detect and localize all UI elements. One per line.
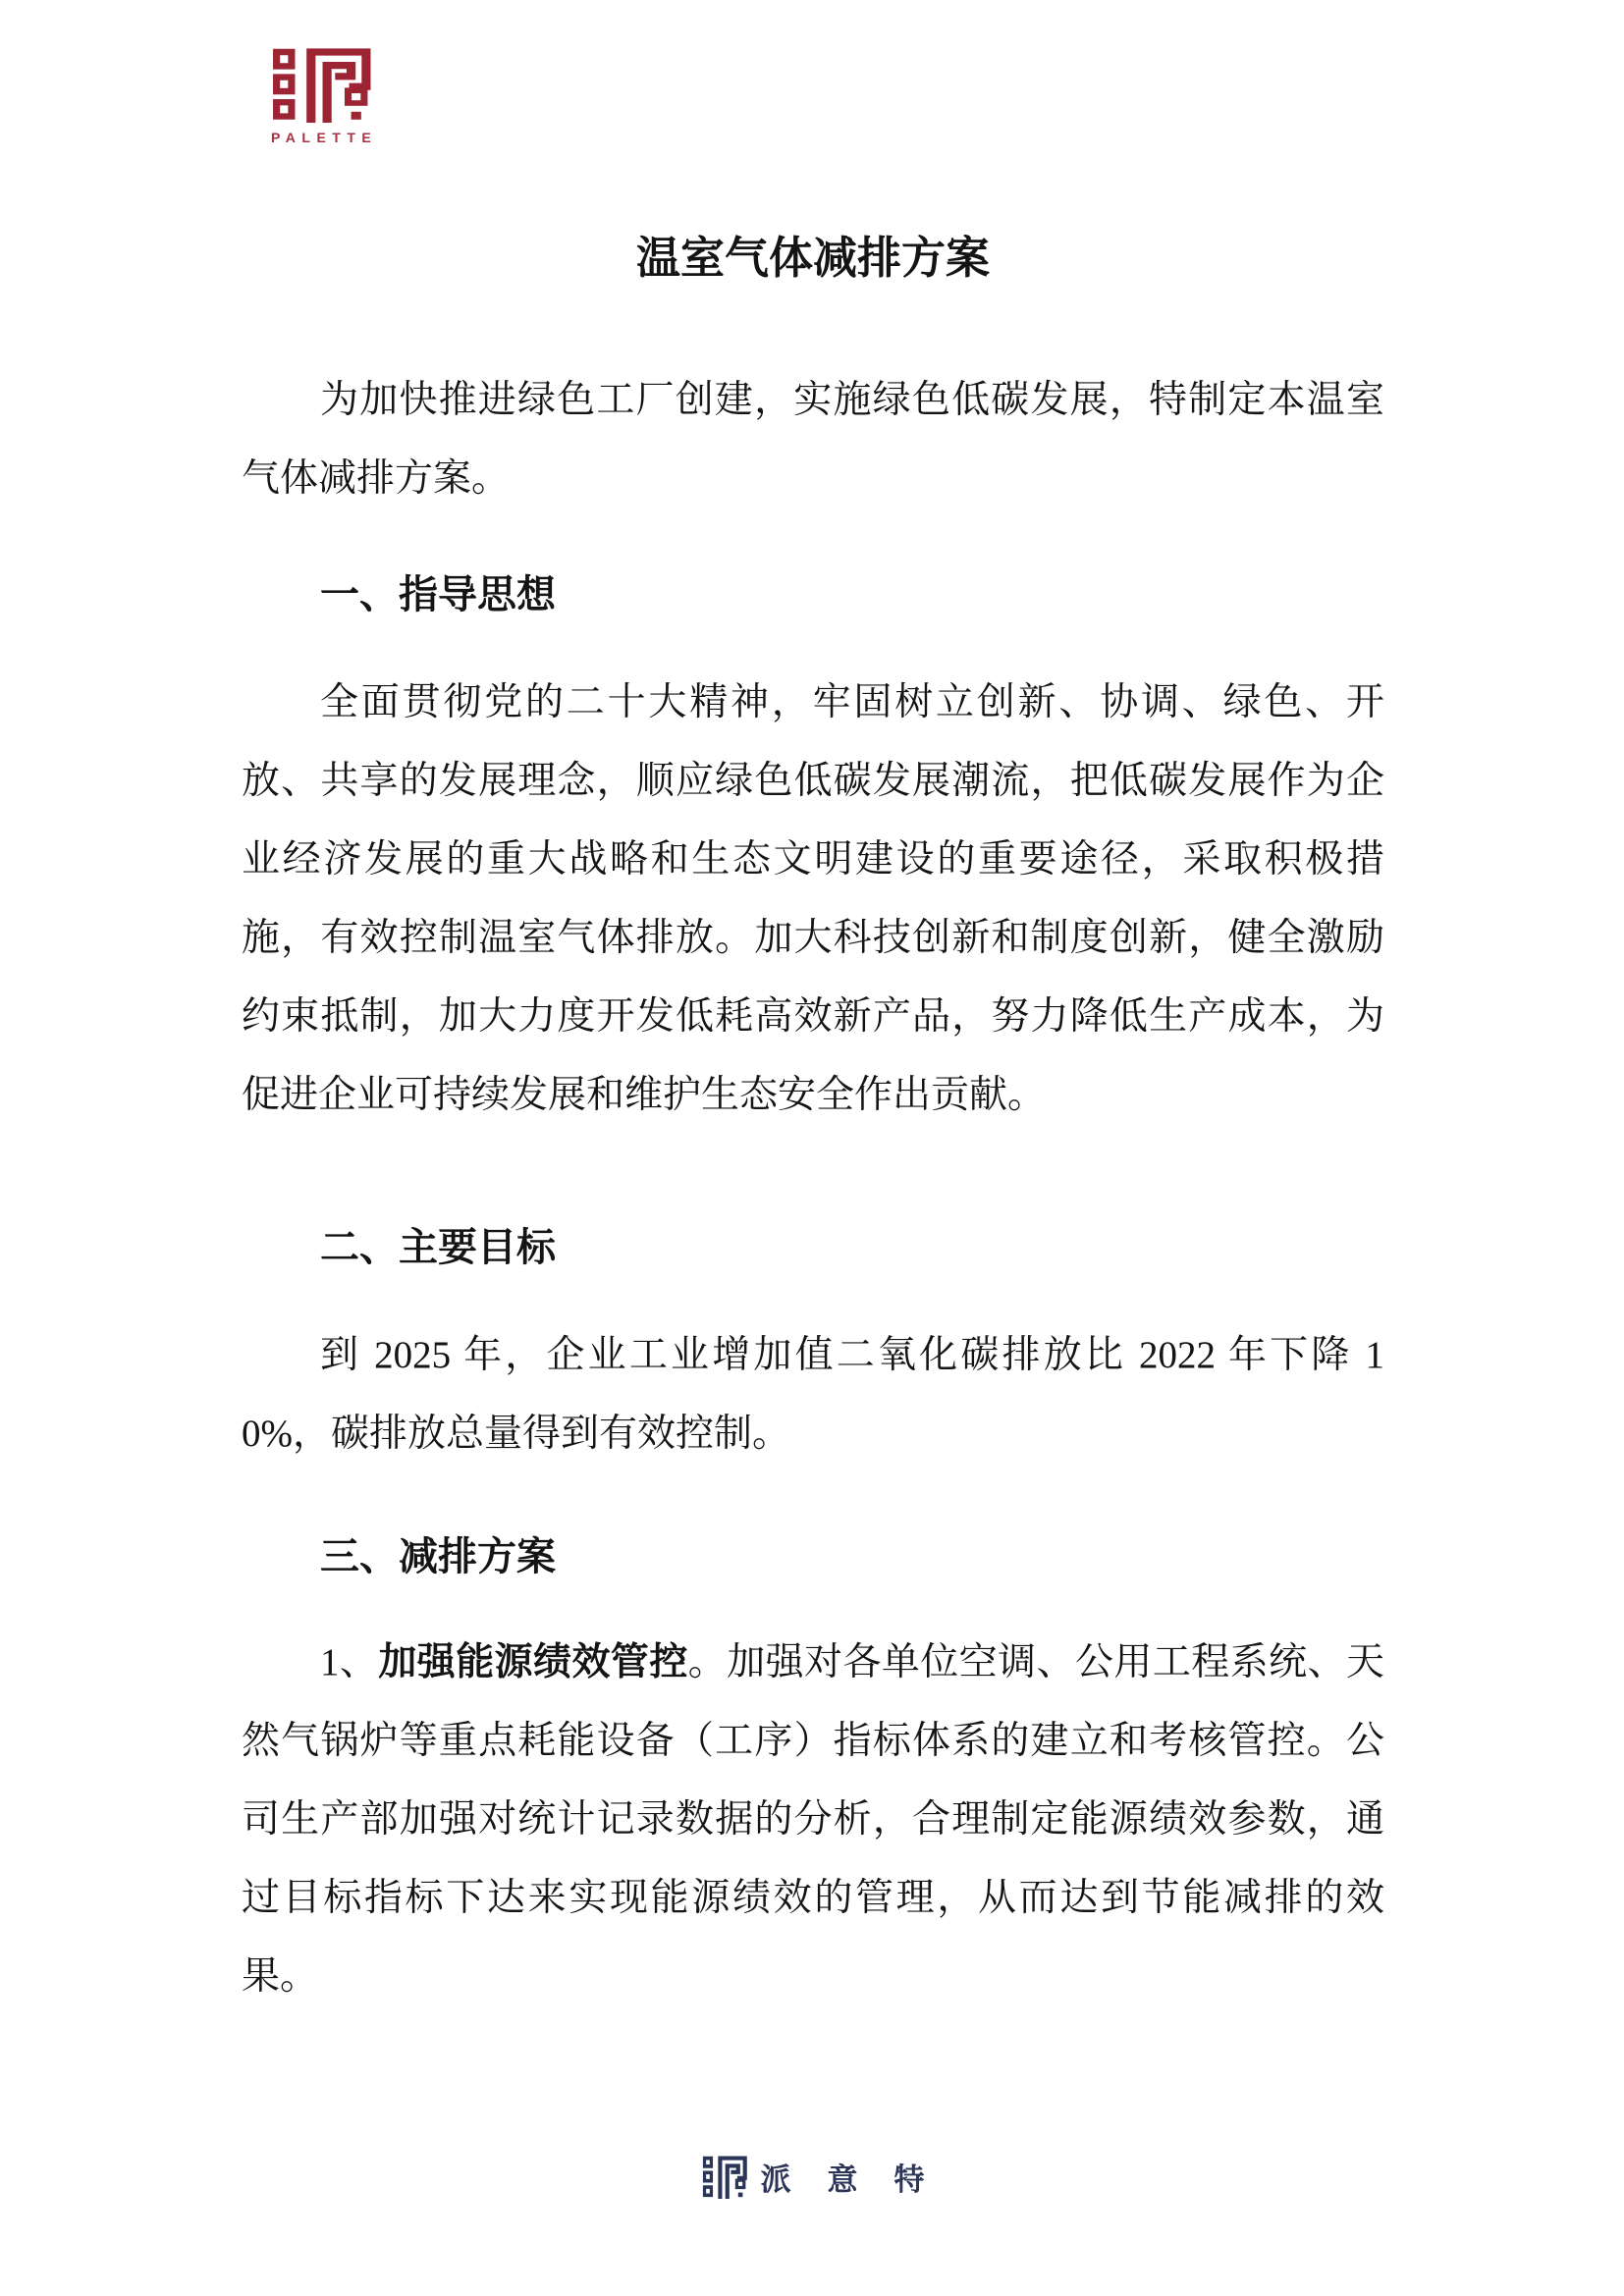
section-heading-3: 三、减排方案 xyxy=(320,1535,556,1578)
list-item-text: 。加强对各单位空调、公用工程系统、天然气锅炉等重点耗能设备（工序）指标体系的建立和考核管控。公司生产部加强对统计记录数据的分析，合理制定能源绩效参数，通过目标指标下达来实现能源绩效的管理，从而达到节能减排的效果。 xyxy=(242,1641,1384,1998)
intro-paragraph: 为加快推进绿色工厂创建，实施绿色低碳发展，特制定本温室气体减排方案。 xyxy=(242,379,1384,500)
footer xyxy=(242,2154,1384,2199)
section-heading-1: 一、指导思想 xyxy=(320,573,556,616)
section-paragraph-1: 全面贯彻党的二十大精神，牢固树立创新、协调、绿色、开放、共享的发展理念，顺应绿色低碳发展潮流，把低碳发展作为企业经济发展的重大战略和生态文明建设的重要途径，采取积极措施，有效控制温室气体排放。加大科技创新和制度创新，健全激励约束抵制，加大力度开发低耗高效新产品，努力降低生产成本，为促进企业可持续发展和维护生态安全作出贡献。 xyxy=(242,681,1384,1116)
section-paragraph-3 xyxy=(242,1624,1384,2016)
list-item-title: 加强能源绩效管控 xyxy=(378,1641,688,1683)
document-title: 温室气体减排方案 xyxy=(635,234,990,283)
list-item-number: 1、 xyxy=(320,1641,379,1683)
paiyite-wordmark: 派意特 xyxy=(760,2162,961,2197)
palette-logo-icon xyxy=(271,44,371,123)
palette-logo-wordmark: PALETTE xyxy=(271,130,378,145)
paiyite-logo-icon xyxy=(702,2154,747,2199)
header xyxy=(271,44,399,145)
section-paragraph-2: 到 2025 年，企业工业增加值二氧化碳排放比 2022 年下降 10%，碳排放总量得到有效控制。 xyxy=(242,1334,1384,1455)
section-heading-2: 二、主要目标 xyxy=(320,1226,556,1269)
